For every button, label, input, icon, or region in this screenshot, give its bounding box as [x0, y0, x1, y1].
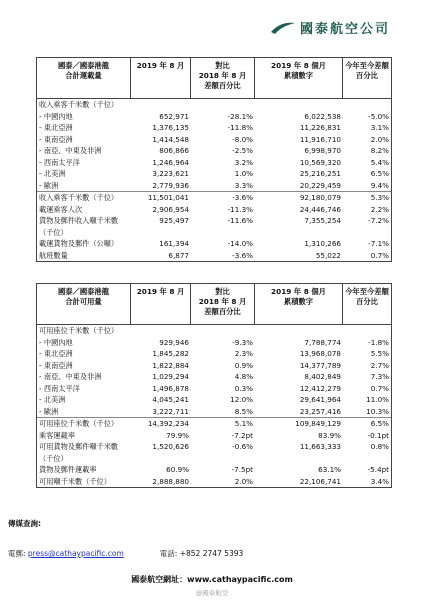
row-value: 3.3%	[234, 180, 253, 190]
row-value: 11,663,333	[299, 442, 341, 451]
row-value: 1,376,135	[152, 123, 189, 132]
row-value: 4.8%	[234, 372, 253, 381]
row-value: 2.7%	[370, 360, 389, 370]
row-value: 0.8%	[370, 442, 389, 451]
traffic-table-body	[37, 99, 391, 261]
row-value: 3.4%	[370, 476, 389, 486]
table-row	[37, 215, 391, 238]
table-row	[37, 134, 391, 146]
row-value: -7.2%	[368, 216, 389, 225]
table-row	[37, 191, 391, 204]
email-label: 電郵:	[8, 549, 26, 558]
table-row	[37, 99, 391, 111]
row-value: -3.6%	[232, 250, 253, 260]
row-value: -7.2pt	[231, 430, 253, 440]
table-row	[37, 168, 391, 180]
row-label: 可用座位千米數（千位）	[39, 419, 119, 428]
row-value: 22,106,741	[299, 476, 341, 486]
row-value: 6.5%	[370, 419, 389, 428]
table-row	[37, 204, 391, 216]
row-value: 3.1%	[370, 123, 389, 132]
row-value: 11,226,831	[299, 123, 341, 132]
row-value: 6.5%	[370, 169, 389, 178]
row-value: 0.7%	[370, 250, 389, 260]
row-value: 8,402,849	[304, 372, 341, 381]
row-label: - 北美洲	[39, 169, 66, 178]
row-value: 2.3%	[234, 349, 253, 358]
table-row	[37, 430, 391, 442]
row-label: 收入乘客千米數（千位）	[39, 100, 119, 109]
header-col-3: 對比 2018 年 8 月 差額百分比	[191, 284, 255, 324]
row-value: -0.6%	[232, 442, 253, 451]
capacity-table-header	[37, 284, 391, 325]
row-value	[255, 99, 343, 111]
row-value: 1,246,964	[152, 157, 189, 167]
row-value: -7.5pt	[231, 465, 253, 474]
table-row	[37, 383, 391, 395]
row-value: 60.9%	[166, 465, 189, 474]
row-value: 63.1%	[318, 465, 341, 474]
brand-name: 國泰航空公司	[299, 22, 390, 37]
row-value: 1.0%	[234, 169, 253, 178]
row-value: 161,394	[159, 239, 189, 248]
email-link[interactable]: press@cathaypacific.com	[27, 549, 124, 558]
table-row	[37, 348, 391, 360]
row-value: 3,223,621	[152, 169, 189, 178]
row-value: 9.4%	[370, 180, 389, 190]
row-value: 12.0%	[230, 395, 253, 404]
table-row	[37, 441, 391, 464]
row-value: 1,029,294	[152, 372, 189, 381]
header-col-3: 對比 2018 年 8 月 差額百分比	[191, 58, 255, 98]
row-value: 29,641,964	[299, 395, 341, 404]
row-label: 可用座位千米數（千位）	[39, 326, 119, 335]
row-value: -5.0%	[368, 111, 389, 121]
table-row	[37, 145, 391, 157]
row-label: 乘客運載率	[39, 430, 75, 440]
row-value	[191, 99, 255, 111]
row-value: 10.3%	[366, 406, 389, 416]
row-value: -11.8%	[227, 123, 253, 132]
row-value: 5.5%	[370, 349, 389, 358]
row-value: 0.7%	[370, 383, 389, 393]
row-value	[343, 325, 391, 337]
row-value: 6,998,970	[304, 146, 341, 155]
row-label: 可用貨物及郵件噸千米數（千位）	[39, 442, 119, 463]
row-value: 11,916,710	[299, 134, 341, 144]
row-value: 1,520,626	[152, 442, 189, 451]
row-value: 83.9%	[318, 430, 341, 440]
row-value: -9.3%	[232, 337, 253, 347]
table-row	[37, 325, 391, 337]
row-label: - 中國內地	[39, 337, 73, 347]
row-value: -1.8%	[368, 337, 389, 347]
header-col-2: 2019 年 8 月	[131, 284, 191, 324]
row-value: 92,180,079	[299, 193, 341, 202]
row-value: 23,257,416	[299, 406, 341, 416]
row-value: 10,569,320	[299, 157, 341, 167]
row-value	[131, 325, 191, 337]
capacity-table-body	[37, 325, 391, 487]
row-value	[131, 99, 191, 111]
table-row	[37, 337, 391, 349]
row-value: 652,971	[159, 111, 189, 121]
row-label: 可用噸千米數（千位）	[39, 476, 111, 486]
row-value: 5.4%	[370, 157, 389, 167]
row-value	[343, 99, 391, 111]
phone-label: 電話:	[159, 549, 178, 558]
table-row	[37, 122, 391, 134]
row-value: 3,222,711	[152, 406, 189, 416]
row-label: - 西南太平洋	[39, 383, 80, 393]
header-col-4: 2019 年 8 個月 累積數字	[255, 58, 343, 98]
row-value: 7,788,774	[304, 337, 341, 347]
row-value: -2.5%	[232, 146, 253, 155]
row-value: 1,822,884	[152, 360, 189, 370]
row-value: 5.3%	[370, 193, 389, 202]
row-label: 收入乘客千米數（千位）	[39, 193, 119, 202]
row-value	[191, 325, 255, 337]
row-value: 7.3%	[370, 372, 389, 381]
row-value: 55,022	[315, 250, 341, 260]
row-value: -14.0%	[227, 239, 253, 248]
row-value: 1,310,266	[304, 239, 341, 248]
table-row	[37, 406, 391, 418]
row-value: 14,377,789	[299, 360, 341, 370]
table-row	[37, 157, 391, 169]
row-label: - 南亞、中東及非洲	[39, 146, 102, 155]
email-group	[8, 548, 124, 559]
row-value: -0.1pt	[367, 430, 389, 440]
row-label: - 西南太平洋	[39, 157, 80, 167]
table-row	[37, 360, 391, 372]
row-label: - 北美洲	[39, 395, 66, 404]
row-value: -5.4pt	[367, 465, 389, 474]
row-value: 2,779,936	[152, 180, 189, 190]
row-value: 3.2%	[234, 157, 253, 167]
header-col-1: 國泰／國泰港龍 合計運載量	[37, 58, 131, 98]
row-label: - 東南亞洲	[39, 134, 73, 144]
row-value: 0.9%	[234, 360, 253, 370]
row-label: 載運乘客人次	[39, 204, 83, 214]
row-label: 貨物及郵件運載率	[39, 465, 97, 474]
row-value: 2.0%	[234, 476, 253, 486]
row-value: -28.1%	[227, 111, 253, 121]
row-value: 1,414,548	[152, 134, 189, 144]
row-value: 0.3%	[234, 383, 253, 393]
media-enquiries-title: 傳媒查詢:	[8, 519, 41, 528]
row-value: 929,946	[159, 337, 189, 347]
phone-number: +852 2747 5393	[179, 549, 244, 558]
row-label: - 歐洲	[39, 406, 59, 416]
row-value: -8.0%	[232, 134, 253, 144]
row-value: 79.9%	[166, 430, 189, 440]
row-label: 載運貨物及郵件（公噸）	[39, 239, 119, 248]
traffic-table	[36, 57, 392, 262]
row-label: 航班數量	[39, 250, 68, 260]
table-row	[37, 238, 391, 250]
row-value: 2.0%	[370, 134, 389, 144]
row-value: 8.5%	[234, 406, 253, 416]
cathay-logo	[270, 18, 390, 37]
row-value: -7.1%	[368, 239, 389, 248]
table-row	[37, 180, 391, 192]
row-value: 1,496,878	[152, 383, 189, 393]
row-value: 2.2%	[370, 204, 389, 214]
row-label: - 東北亞洲	[39, 123, 73, 132]
table-row	[37, 111, 391, 123]
header-col-1: 國泰／國泰港龍 合計可用量	[37, 284, 131, 324]
row-value: 6,877	[168, 250, 189, 260]
table-row	[37, 417, 391, 430]
row-value: 8.2%	[370, 146, 389, 155]
table-row	[37, 464, 391, 476]
row-value: 24,446,746	[299, 204, 341, 214]
table-row	[37, 394, 391, 406]
traffic-table-header	[37, 58, 391, 99]
row-value	[255, 325, 343, 337]
row-label: - 中國內地	[39, 111, 73, 121]
row-value: 11,501,041	[147, 193, 189, 202]
capacity-table	[36, 283, 392, 488]
row-value: 25,216,251	[299, 169, 341, 178]
row-value: -3.6%	[232, 193, 253, 202]
contact-line	[8, 548, 243, 559]
row-value: 6,022,538	[304, 111, 341, 121]
row-label: - 東南亞洲	[39, 360, 73, 370]
row-value: 806,866	[159, 146, 189, 155]
row-value: 4,045,241	[152, 395, 189, 404]
row-value: 11.0%	[366, 395, 389, 404]
row-value: 2,906,954	[152, 204, 189, 214]
row-label: - 東北亞洲	[39, 349, 73, 358]
table-row	[37, 371, 391, 383]
header-col-4: 2019 年 8 個月 累積數字	[255, 284, 343, 324]
table-row	[37, 250, 391, 262]
header-col-5: 今年至今差額 百分比	[345, 287, 389, 306]
website-line: 國泰航空網址：www.cathaypacific.com	[131, 575, 293, 584]
phone-group	[160, 548, 243, 559]
row-value: 925,497	[159, 216, 189, 225]
header-col-5: 今年至今差額 百分比	[345, 61, 389, 80]
row-label: - 南亞、中東及非洲	[39, 372, 102, 381]
row-value: 7,355,254	[304, 216, 341, 225]
row-label: 貨物及郵件收入噸千米數（千位）	[39, 216, 119, 237]
row-value: -11.3%	[227, 204, 253, 214]
row-value: 109,849,129	[295, 419, 341, 428]
cathay-brushwing-icon	[270, 20, 296, 36]
row-label: - 歐洲	[39, 180, 59, 190]
row-value: 5.1%	[234, 419, 253, 428]
row-value: -11.6%	[227, 216, 253, 225]
row-value: 12,412,279	[299, 383, 341, 393]
table-row	[37, 476, 391, 488]
header-col-2: 2019 年 8 月	[131, 58, 191, 98]
watermark: @國泰航空	[195, 589, 229, 597]
row-value: 14,392,234	[147, 419, 189, 428]
row-value: 1,845,282	[152, 349, 189, 358]
row-value: 20,229,459	[299, 180, 341, 190]
row-value: 13,968,078	[299, 349, 341, 358]
row-value: 2,888,880	[152, 476, 189, 486]
